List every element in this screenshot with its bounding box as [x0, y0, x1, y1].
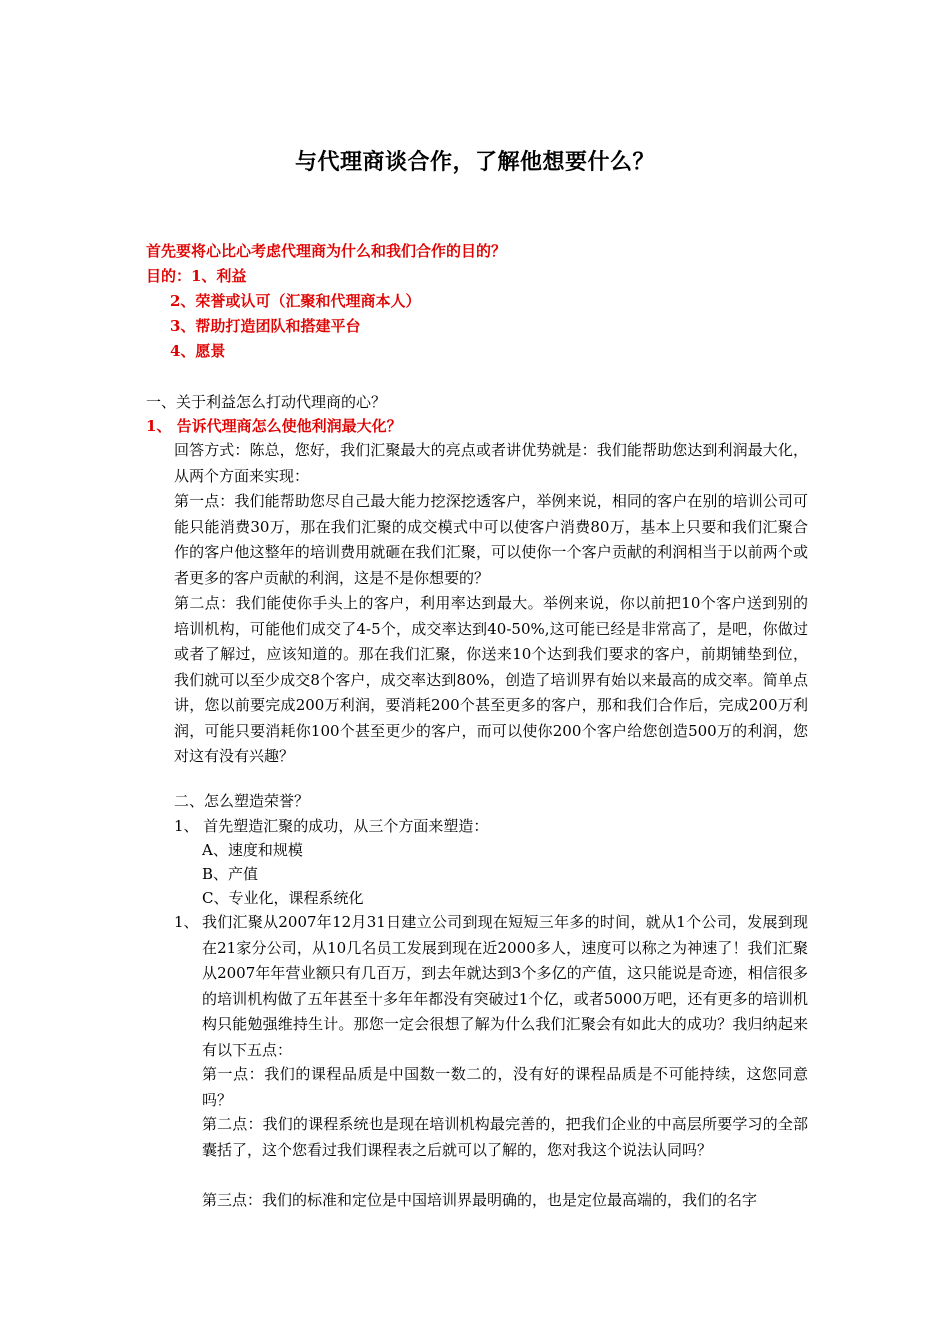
sub-item: C、专业化，课程系统化	[202, 889, 364, 907]
p3-paragraph: 第三点：我们的标准和定位是中国培训界最明确的，也是定位最高端的，我们的名字	[202, 1191, 758, 1209]
purpose-label: 目的：1、利益	[146, 267, 247, 285]
point2-paragraph: 第二点：我们能使你手头上的客户，利用率达到最大。举例来说，你以前把10个客户送到别的培训机构，可能他们成交了4-5个，成交率达到40-50%,这可能已经是非常高了，是吧，你做过或者了解过，应该知道的。那在我们汇聚，你送来10个达到我们要求的客户，前期铺垫到位，我们就可以至少成交8个客户，成交率达到80%，创造了培训界有始以来最高的成交率。简单点讲，您以前要完成200万利润，要消耗200个甚至更多的客户，那和我们合作后，完成200万利润，可能只要消耗你100个甚至更少的客户，而可以使你200个客户给您创造500万的利润，您对这有没有兴趣？	[174, 594, 808, 765]
intro-question: 首先要将心比心考虑代理商为什么和我们合作的目的？	[146, 242, 507, 260]
answer-paragraph: 回答方式：陈总，您好，我们汇聚最大的亮点或者讲优势就是：我们能帮助您达到利润最大化，从两个方面来实现：	[174, 441, 808, 485]
sub-item: B、产值	[202, 865, 259, 883]
purpose-item: 3、帮助打造团队和搭建平台	[170, 317, 361, 335]
section1-subheading: 1、 告诉代理商怎么使他利润最大化？	[146, 417, 402, 435]
point1-paragraph: 第一点：我们能帮助您尽自己最大能力挖深挖透客户，举例来说，相同的客户在别的培训公司可能只能消费30万，那在我们汇聚的成交模式中可以使客户消费80万，基本上只要和我们汇聚合作的客户他这整年的培训费用就砸在我们汇聚，可以使你一个客户贡献的利润相当于以前两个或者更多的客户贡献的利润，这是不是你想要的？	[174, 492, 808, 587]
section1-heading: 一、关于利益怎么打动代理商的心？	[146, 393, 387, 411]
p1-paragraph: 第一点：我们的课程品质是中国数一数二的，没有好的课程品质是不可能持续，这您同意吗？	[202, 1065, 808, 1109]
section2-heading: 二、怎么塑造荣誉？	[174, 792, 310, 810]
sub-item: A、速度和规模	[202, 841, 303, 859]
item-number: 1、	[174, 913, 199, 931]
purpose-item: 4、愿景	[170, 342, 226, 360]
purpose-item: 2、荣誉或认可（汇聚和代理商本人）	[170, 292, 421, 310]
page-title: 与代理商谈合作，了解他想要什么？	[294, 149, 655, 175]
section2-item1: 1、 首先塑造汇聚的成功，从三个方面来塑造：	[174, 817, 489, 835]
item1b-paragraph: 我们汇聚从2007年12月31日建立公司到现在短短三年多的时间，就从1个公司，发展到现在21家分公司，从10几名员工发展到现在近2000多人，速度可以称之为神速了！我们汇聚从2007年年营业额只有几百万，到去年就达到3个多亿的产值，这只能说是奇迹，相信很多的培训机构做了五年甚至十多年年都没有突破过1个亿，或者5000万吧，还有更多的培训机构只能勉强维持生计。那您一定会很想了解为什么我们汇聚会有如此大的成功？我归纳起来有以下五点：	[202, 913, 808, 1059]
p2-paragraph: 第二点：我们的课程系统也是现在培训机构最完善的，把我们企业的中高层所要学习的全部囊括了，这个您看过我们课程表之后就可以了解的，您对我这个说法认同吗？	[202, 1115, 808, 1159]
